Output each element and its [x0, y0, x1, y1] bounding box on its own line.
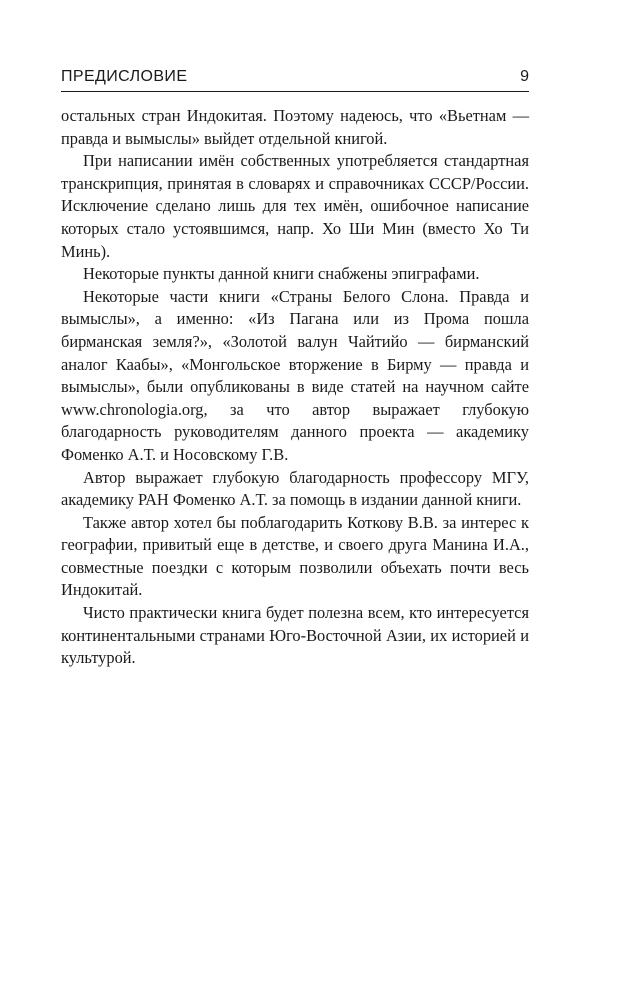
body-text	[61, 105, 529, 670]
paragraph-gratitude: Автор выражает глубокую благодарность профессору МГУ, академику РАН Фоменко А.Т. за помощь в издании данной книги.	[61, 467, 529, 510]
running-header	[61, 64, 529, 92]
section-title: ПРЕДИСЛОВИЕ	[61, 68, 188, 85]
page-number: 9	[520, 68, 529, 85]
paragraph-continuation: остальных стран Индокитая. Поэтому надеюсь, что «Вьетнам — правда и вымыслы» выйдет отдельной книгой.	[61, 106, 529, 148]
paragraph-transcription: При написании имён собственных употребляется стандартная транскрипция, принятая в словарях и справочниках СССР/России. Исключение сделано лишь для тех имён, ошибочное написание которых стало устоявшимся, напр. Хо Ши Мин (вместо Хо Ти Минь).	[61, 151, 529, 261]
paragraph-thanks: Также автор хотел бы поблагодарить Коткову В.В. за интерес к географии, привитый еще в детстве, и своего друга Манина И.А., совместные поездки с которым позволили объехать почти весь Индокитай.	[61, 512, 529, 600]
paragraph-epigraphs: Некоторые пункты данной книги снабжены эпиграфами.	[83, 264, 480, 284]
paragraph-usefulness: Чисто практически книга будет полезна всем, кто интересуется континентальными странами Юго-Восточной Азии, их историей и культурой.	[61, 603, 529, 668]
book-page	[61, 64, 529, 670]
paragraph-publications: Некоторые части книги «Страны Белого Слона. Правда и вымыслы», а именно: «Из Пагана или из Прома пошла бирманская земля?», «Золотой валун Чайтийо — бирманский аналог Каабы», «Монгольское вторжение в Бирму — правда и вымыслы», были опубликованы в виде статей на научном сайте www.chronologia.org, за что автор выражает глубокую благодарность руководителям данного проекта — академику Фоменко А.Т. и Носовскому Г.В.	[61, 286, 529, 464]
